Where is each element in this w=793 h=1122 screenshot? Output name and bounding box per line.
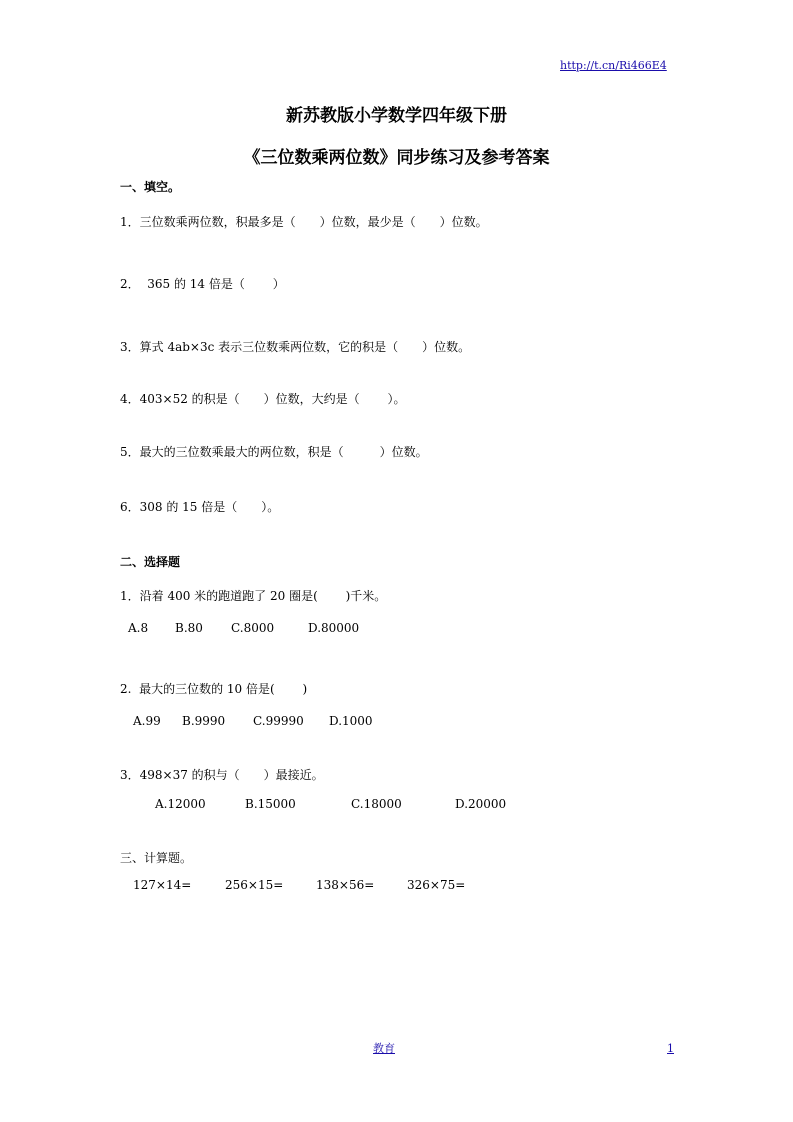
calculation-item-1: 127×14= <box>133 878 192 892</box>
choice-1-option-b: B.80 <box>175 621 203 635</box>
choice-3-option-d: D.20000 <box>455 797 507 811</box>
section-fill-blank-heading: 一、填空。 <box>120 180 181 194</box>
choice-1-option-c: C.8000 <box>231 621 275 635</box>
fill-blank-question-2: 2． 365 的 14 倍是（ ） <box>120 277 285 291</box>
choice-1-option-d: D.80000 <box>308 621 360 635</box>
choice-1-option-a: A.8 <box>128 621 149 635</box>
choice-question-3: 3．498×37 的积与（ ）最接近。 <box>120 768 324 782</box>
calculation-item-2: 256×15= <box>225 878 284 892</box>
fill-blank-question-6: 6．308 的 15 倍是（ ）。 <box>120 500 280 514</box>
document-title: 新苏教版小学数学四年级下册 <box>286 106 507 126</box>
choice-2-option-d: D.1000 <box>329 714 373 728</box>
section-choice-heading: 二、选择题 <box>120 555 181 569</box>
choice-3-option-a: A.12000 <box>155 797 206 811</box>
choice-2-option-a: A.99 <box>133 714 161 728</box>
fill-blank-question-3: 3．算式 4ab×3c 表示三位数乘两位数，它的积是（ ）位数。 <box>120 340 471 354</box>
choice-3-option-c: C.18000 <box>351 797 402 811</box>
choice-2-option-c: C.99990 <box>253 714 304 728</box>
section-calculation-heading: 三、计算题。 <box>120 851 193 865</box>
calculation-item-4: 326×75= <box>407 878 466 892</box>
footer-education-link[interactable]: 教育 <box>373 1042 395 1055</box>
choice-2-option-b: B.9990 <box>182 714 226 728</box>
header-url-link[interactable]: http://t.cn/Ri466E4 <box>560 59 667 72</box>
fill-blank-question-1: 1．三位数乘两位数，积最多是（ ）位数，最少是（ ）位数。 <box>120 215 488 229</box>
choice-question-1: 1．沿着 400 米的跑道跑了 20 圈是( )千米。 <box>120 589 387 603</box>
fill-blank-question-5: 5．最大的三位数乘最大的两位数，积是（ ）位数。 <box>120 445 428 459</box>
choice-question-2: 2. 最大的三位数的 10 倍是( ) <box>120 682 308 696</box>
fill-blank-question-4: 4．403×52 的积是（ ）位数，大约是（ ）。 <box>120 392 406 406</box>
calculation-item-3: 138×56= <box>316 878 375 892</box>
choice-3-option-b: B.15000 <box>245 797 296 811</box>
document-subtitle: 《三位数乘两位数》同步练习及参考答案 <box>243 148 550 168</box>
page-number[interactable]: 1 <box>667 1042 674 1055</box>
